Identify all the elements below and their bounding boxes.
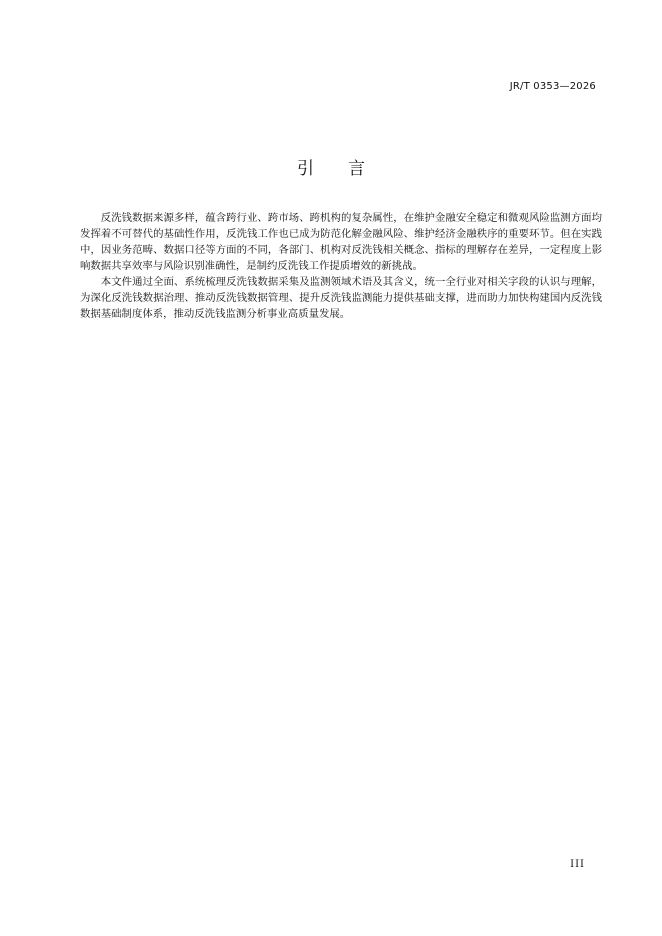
introduction-body xyxy=(80,210,602,322)
document-code: JR/T 0353—2026 xyxy=(509,81,596,92)
section-title: 引言 xyxy=(297,159,399,179)
page-number: III xyxy=(570,859,585,870)
paragraph-1: 反洗钱数据来源多样，蕴含跨行业、跨市场、跨机构的复杂属性，在维护金融安全稳定和微观风险监测方面均发挥着不可替代的基础性作用，反洗钱工作也已成为防范化解金融风险、维护经济金融秩序的重要环节。但在实践中，因业务范畴、数据口径等方面的不同，各部门、机构对反洗钱相关概念、指标的理解存在差异，一定程度上影响数据共享效率与风险识别准确性，是制约反洗钱工作提质增效的新挑战。 xyxy=(80,212,602,272)
paragraph-2: 本文件通过全面、系统梳理反洗钱数据采集及监测领域术语及其含义，统一全行业对相关字段的认识与理解，为深化反洗钱数据治理、推动反洗钱数据管理、提升反洗钱监测能力提供基础支撑，进而助力加快构建国内反洗钱数据基础制度体系，推动反洗钱监测分析事业高质量发展。 xyxy=(80,276,602,320)
